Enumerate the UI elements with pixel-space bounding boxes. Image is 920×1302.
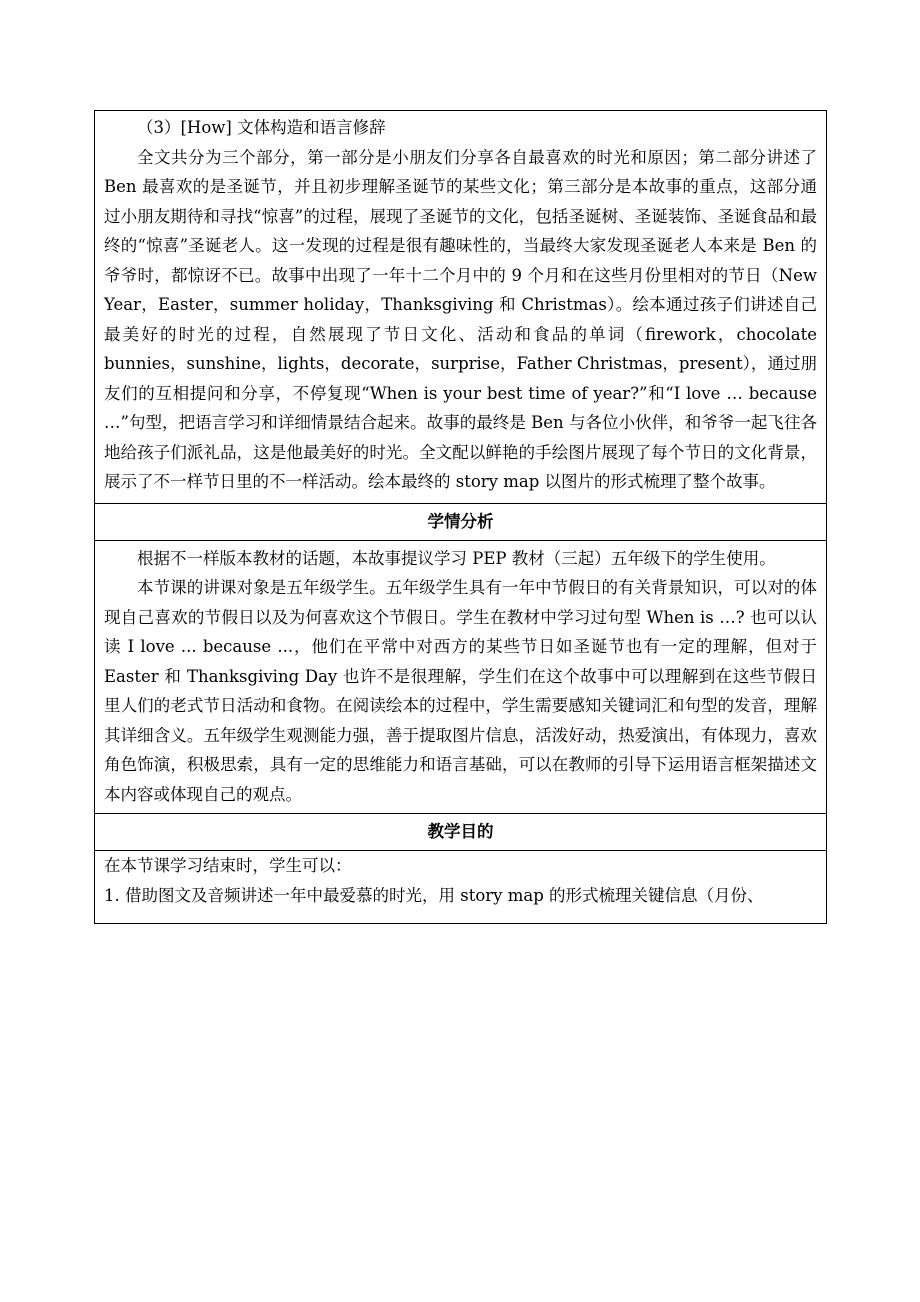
objectives-intro: 在本节课学习结束时，学生可以：: [104, 856, 352, 875]
lesson-plan-table: [94, 110, 827, 924]
how-paragraph: 全文共分为三个部分，第一部分是小朋友们分享各自最喜欢的时光和原因；第二部分讲述了 Ben 最喜欢的是圣诞节，并且初步理解圣诞节的某些文化；第三部分是本故事的重点，这部分通过小朋友期待和寻找“惊喜”的过程，展现了圣诞节的文化，包括圣诞树、圣诞装饰、圣诞食品和最终的“惊喜”圣诞老人。这一发现的过程是很有趣味性的，当最终大家发现圣诞老人本来是 Ben 的爷爷时，都惊讶不已。故事中出现了一年十二个月中的 9 个月和在这些月份里相对的节日（New Year，Easter，summer holiday，Thanksgiving 和 Christmas）。绘本通过孩子们讲述自己最美好的时光的过程，自然展现了节日文化、活动和食品的单词（firework，chocolate bunnies，sunshine，lights，decorate，surprise，Father Christmas，present），通过朋友们的互相提问和分享，不停复现“When is your best time of year?”和“I love … because …”句型，把语言学习和详细情景结合起来。故事的最终是 Ben 与各位小伙伴，和爷爷一起飞往各地给孩子们派礼品，这是他最美好的时光。全文配以鲜艳的手绘图片展现了每个节日的文化背景，展示了不一样节日里的不一样活动。绘本最终的 story map 以图片的形式梳理了整个故事。: [104, 147, 817, 491]
objectives-cell: [95, 851, 827, 924]
how-section-row: [95, 111, 827, 504]
learner-analysis-title: 学情分析: [95, 503, 827, 540]
how-section-cell: [95, 111, 827, 504]
how-heading: （3）[How] 文体构造和语言修辞: [137, 118, 386, 137]
objectives-header-row: [95, 814, 827, 851]
learner-analysis-cell: [95, 540, 827, 814]
learner-analysis-row: [95, 540, 827, 814]
objectives-row: [95, 851, 827, 924]
objectives-title: 教学目的: [95, 814, 827, 851]
learner-analysis-header-row: [95, 503, 827, 540]
objectives-item-1: 1. 借助图文及音频讲述一年中最爱慕的时光，用 story map 的形式梳理关键信息（月份、: [104, 885, 764, 905]
learner-paragraph-1: 根据不一样版本教材的话题，本故事提议学习 PEP 教材（三起）五年级下的学生使用。: [137, 548, 776, 568]
learner-paragraph-2: 本节课的讲课对象是五年级学生。五年级学生具有一年中节假日的有关背景知识，可以对的体现自己喜欢的节假日以及为何喜欢这个节假日。学生在教材中学习过句型 When is …? 也可以认读 I love ... because ...，他们在平常中对西方的某些节日如圣诞节也有一定的理解，但对于 Easter 和 Thanksgiving Day 也许不是很理解，学生们在这个故事中可以理解到在这些节假日里人们的老式节日活动和食物。在阅读绘本的过程中，学生需要感知关键词汇和句型的发音，理解其详细含义。五年级学生观测能力强，善于提取图片信息，活泼好动，热爱演出，有体现力，喜欢角色饰演，积极思索，具有一定的思维能力和语言基础，可以在教师的引导下运用语言框架描述文本内容或体现自己的观点。: [104, 578, 817, 804]
